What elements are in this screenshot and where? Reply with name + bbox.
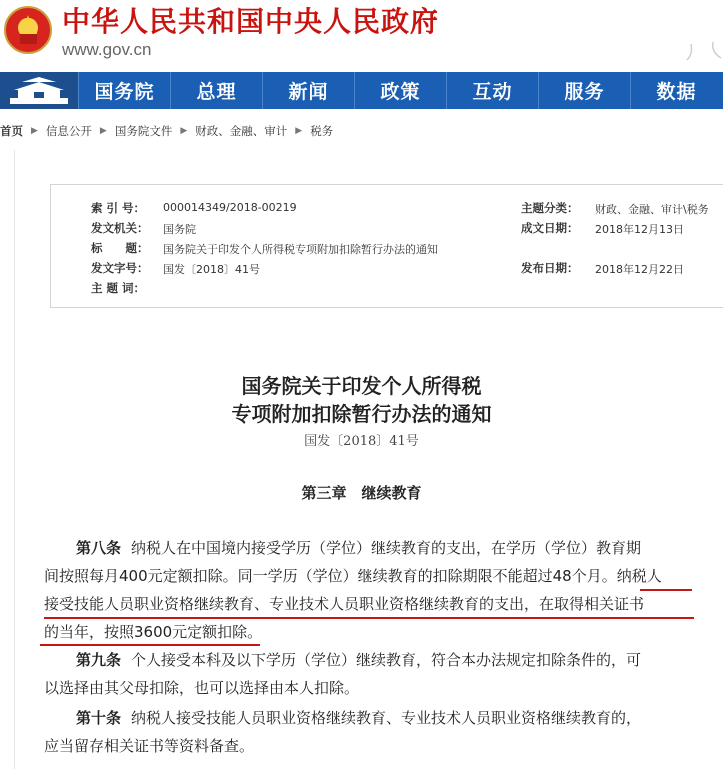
content-divider bbox=[14, 150, 15, 769]
header-decoration-icon bbox=[683, 40, 723, 64]
title-label: 标 题： bbox=[91, 241, 149, 255]
article-10-text-1: 纳税人接受技能人员职业资格继续教育、专业技术人员职业资格继续教育的， bbox=[131, 709, 642, 727]
main-nav bbox=[0, 72, 723, 109]
article-9-line-2: 以选择由其父母扣除，也可以选择由本人扣除。 bbox=[44, 679, 360, 697]
article-10-line-1 bbox=[76, 708, 641, 728]
created-date-label: 成文日期： bbox=[521, 221, 579, 235]
published-date-value: 2018年12月22日 bbox=[595, 263, 684, 276]
article-8-text-1: 纳税人在中国境内接受学历（学位）继续教育的支出，在学历（学位）教育期 bbox=[131, 539, 642, 557]
breadcrumb-home[interactable]: 首页 bbox=[0, 124, 23, 138]
nav-item-state-council[interactable]: 国务院 bbox=[78, 72, 170, 109]
issuer-label: 发文机关： bbox=[91, 221, 149, 235]
doc-number-label: 发文字号： bbox=[91, 261, 149, 275]
article-8-line-2: 间按照每月400元定额扣除。同一学历（学位）继续教育的扣除期限不能超过48个月。纳税人 bbox=[44, 567, 662, 585]
article-8-line-1 bbox=[76, 538, 641, 558]
breadcrumb-info-disclosure[interactable]: 信息公开 bbox=[45, 124, 92, 138]
site-header bbox=[0, 0, 723, 72]
chapter-heading: 第三章 继续教育 bbox=[301, 484, 422, 502]
doc-number-value: 国发〔2018〕41号 bbox=[163, 263, 260, 276]
nav-item-services[interactable]: 服务 bbox=[538, 72, 630, 109]
breadcrumb-separator-icon: ▶ bbox=[31, 126, 38, 136]
tiananmen-logo-icon[interactable] bbox=[0, 72, 78, 109]
highlight-underline bbox=[640, 589, 692, 591]
nav-item-data[interactable]: 数据 bbox=[630, 72, 722, 109]
breadcrumb-separator-icon: ▶ bbox=[180, 126, 188, 136]
site-title[interactable]: 中华人民共和国中央人民政府 bbox=[62, 5, 440, 38]
topic-value: 财政、金融、审计\税务 bbox=[595, 203, 709, 216]
document-title-line2: 专项附加扣除暂行办法的通知 bbox=[231, 402, 492, 426]
breadcrumb-finance[interactable]: 财政、金融、审计 bbox=[195, 124, 288, 138]
issuer-value: 国务院 bbox=[163, 223, 196, 236]
article-10-label: 第十条 bbox=[76, 709, 122, 727]
nav-item-interaction[interactable]: 互动 bbox=[446, 72, 538, 109]
topic-label: 主题分类： bbox=[521, 201, 579, 215]
article-9-label: 第九条 bbox=[76, 651, 122, 669]
breadcrumb bbox=[0, 121, 333, 141]
document-number: 国发〔2018〕41号 bbox=[304, 434, 419, 449]
highlight-underline bbox=[44, 617, 694, 619]
created-date-value: 2018年12月13日 bbox=[595, 223, 684, 236]
nav-item-news[interactable]: 新闻 bbox=[262, 72, 354, 109]
highlight-underline bbox=[40, 644, 260, 646]
article-9-text-1: 个人接受本科及以下学历（学位）继续教育，符合本办法规定扣除条件的，可 bbox=[131, 651, 642, 669]
keywords-label: 主 题 词： bbox=[91, 281, 146, 295]
index-label: 索 引 号： bbox=[91, 201, 146, 215]
article-8-line-4: 的当年，按照3600元定额扣除。 bbox=[44, 623, 263, 641]
site-url[interactable]: www.gov.cn bbox=[62, 40, 152, 59]
document-title-line1: 国务院关于印发个人所得税 bbox=[241, 374, 482, 398]
breadcrumb-tax[interactable]: 税务 bbox=[310, 124, 334, 138]
breadcrumb-separator-icon: ▶ bbox=[99, 126, 107, 136]
breadcrumb-separator-icon: ▶ bbox=[295, 126, 303, 136]
nav-item-policy[interactable]: 政策 bbox=[354, 72, 446, 109]
article-8-line-3: 接受技能人员职业资格继续教育、专业技术人员职业资格继续教育的支出，在取得相关证书 bbox=[44, 595, 645, 613]
national-emblem-icon[interactable]: ★ bbox=[4, 6, 52, 54]
published-date-label: 发布日期： bbox=[521, 261, 579, 275]
article-8-label: 第八条 bbox=[76, 539, 122, 557]
article-10-line-2: 应当留存相关证书等资料备查。 bbox=[44, 737, 255, 755]
nav-item-premier[interactable]: 总理 bbox=[170, 72, 262, 109]
title-value: 国务院关于印发个人所得税专项附加扣除暂行办法的通知 bbox=[163, 243, 438, 256]
index-value: 000014349/2018-00219 bbox=[163, 201, 297, 214]
article-9-line-1 bbox=[76, 650, 641, 670]
document-info-box bbox=[50, 184, 723, 308]
breadcrumb-state-council-docs[interactable]: 国务院文件 bbox=[114, 124, 173, 138]
